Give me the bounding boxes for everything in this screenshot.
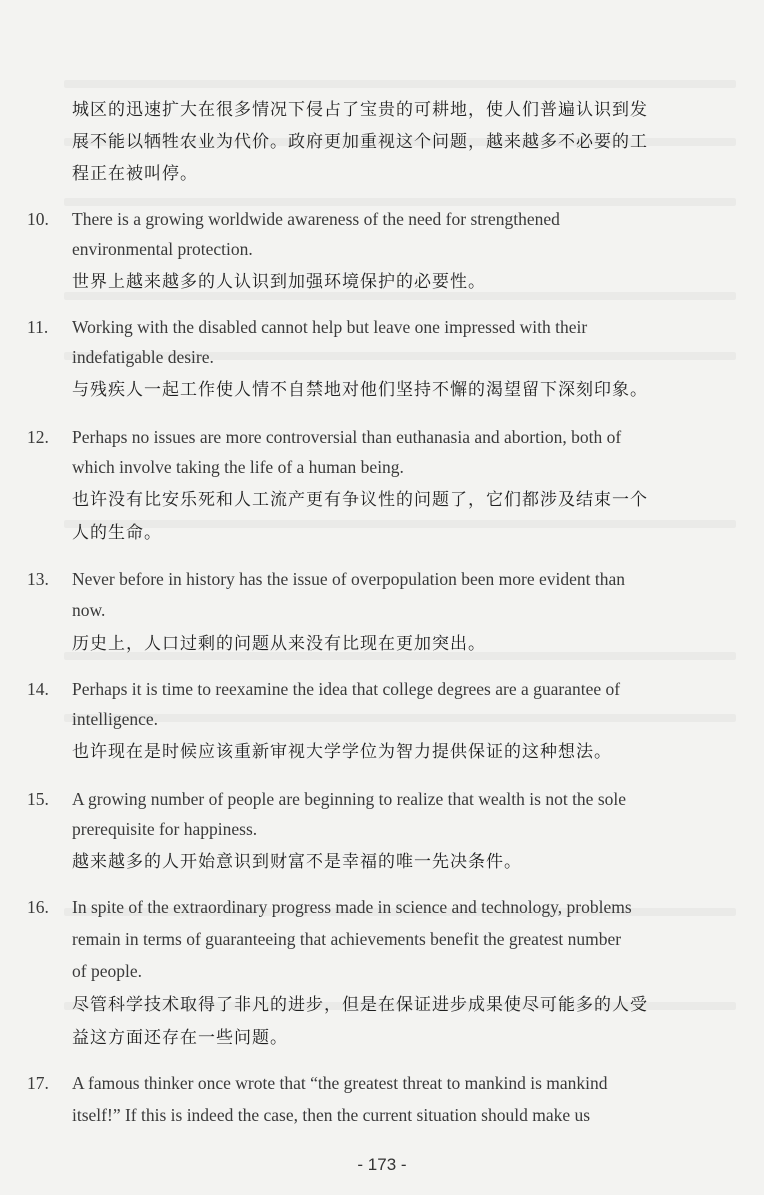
english-sentence-line: In spite of the extraordinary progress made in science and technology, problems [72,897,632,917]
chinese-translation-line: 也许现在是时候应该重新审视大学学位为智力提供保证的这种想法。 [72,742,612,762]
english-sentence-line: There is a growing worldwide awareness of the need for strengthened [72,209,560,229]
bleed-through-line [64,198,736,206]
item-number: 17. [27,1073,49,1093]
item-number: 12. [27,427,49,447]
chinese-translation-line: 世界上越来越多的人认识到加强环境保护的必要性。 [72,272,486,292]
chinese-translation-line: 尽管科学技术取得了非凡的进步，但是在保证进步成果使尽可能多的人受 [72,995,648,1015]
english-sentence-line: Perhaps no issues are more controversial than euthanasia and abortion, both of [72,427,622,447]
chinese-translation-line: 人的生命。 [72,523,162,543]
english-sentence-line: A famous thinker once wrote that “the greatest threat to mankind is mankind [72,1073,608,1093]
item-number: 16. [27,897,49,917]
english-sentence-line: indefatigable desire. [72,347,214,367]
item-number: 13. [27,569,49,589]
english-sentence-line: environmental protection. [72,239,253,259]
chinese-translation-line: 越来越多的人开始意识到财富不是幸福的唯一先决条件。 [72,852,522,872]
item-number: 15. [27,789,49,809]
english-sentence-line: itself!” If this is indeed the case, then the current situation should make us [72,1105,591,1125]
english-sentence-line: A growing number of people are beginning to realize that wealth is not the sole [72,789,627,809]
item-number: 11. [27,317,49,337]
english-sentence-line: Never before in history has the issue of overpopulation been more evident than [72,569,626,589]
chinese-translation-line: 历史上，人口过剩的问题从来没有比现在更加突出。 [72,634,486,654]
english-sentence-line: remain in terms of guaranteeing that achievements benefit the greatest number [72,929,622,949]
english-sentence-line: prerequisite for happiness. [72,819,258,839]
chinese-translation-line: 与残疾人一起工作使人情不自禁地对他们坚持不懈的渴望留下深刻印象。 [72,380,648,400]
english-sentence-line: of people. [72,961,142,981]
intro-line: 城区的迅速扩大在很多情况下侵占了宝贵的可耕地，使人们普遍认识到发 [72,100,648,120]
page-number: - 173 - [357,1155,407,1174]
english-sentence-line: which involve taking the life of a human being. [72,457,404,477]
item-number: 14. [27,679,49,699]
english-sentence-line: now. [72,600,106,620]
bleed-through-line [64,80,736,88]
english-sentence-line: intelligence. [72,709,159,729]
english-sentence-line: Working with the disabled cannot help but leave one impressed with their [72,317,588,337]
item-number: 10. [27,209,49,229]
english-sentence-line: Perhaps it is time to reexamine the idea that college degrees are a guarantee of [72,679,621,699]
intro-line: 展不能以牺牲农业为代价。政府更加重视这个问题，越来越多不必要的工 [72,132,648,152]
chinese-translation-line: 益这方面还存在一些问题。 [72,1028,288,1048]
intro-line: 程正在被叫停。 [72,164,198,184]
chinese-translation-line: 也许没有比安乐死和人工流产更有争议性的问题了，它们都涉及结束一个 [72,490,648,510]
